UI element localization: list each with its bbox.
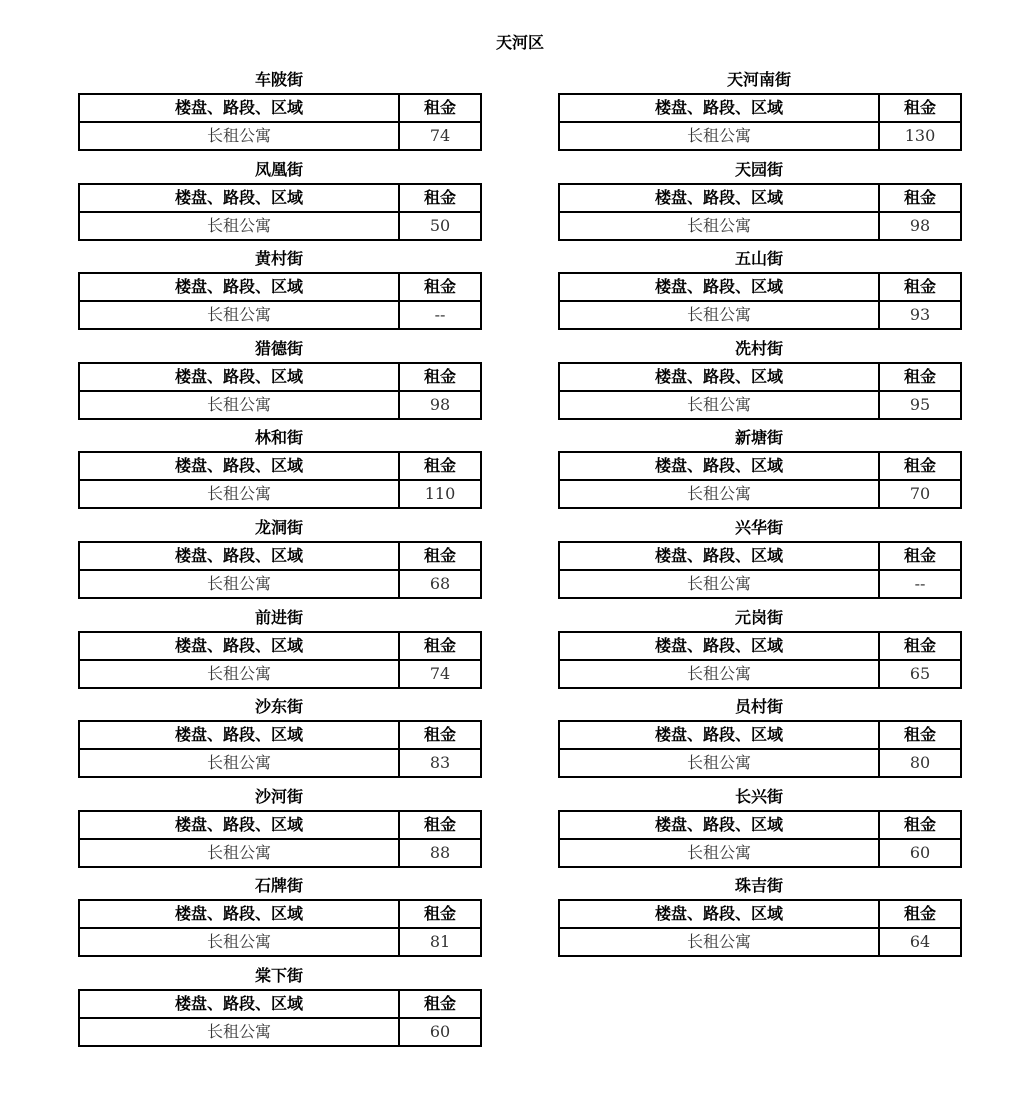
cell-name: 长租公寓 [559,301,879,329]
cell-name: 长租公寓 [559,122,879,150]
street-block [558,515,960,605]
cell-name: 长租公寓 [559,212,879,240]
cell-name: 长租公寓 [79,122,399,150]
table-header-row [559,811,961,839]
rent-table [78,810,482,868]
header-rent: 租金 [879,632,961,660]
rent-table [558,720,962,778]
table-header-row [559,363,961,391]
street-block [558,246,960,336]
table-row [79,1018,481,1046]
header-rent: 租金 [879,900,961,928]
street-title: 前进街 [254,607,303,627]
header-name: 楼盘、路段、区域 [559,721,879,749]
table-header-row [79,273,481,301]
table-header-row [79,94,481,122]
rent-table [78,362,482,420]
cell-name: 长租公寓 [79,839,399,867]
street-block [558,873,960,963]
cell-rent: 80 [879,749,961,777]
cell-rent: 130 [879,122,961,150]
header-name: 楼盘、路段、区域 [79,363,399,391]
street-block [558,605,960,695]
header-rent: 租金 [399,990,481,1018]
header-name: 楼盘、路段、区域 [559,94,879,122]
rent-table [78,899,482,957]
street-block [78,67,480,157]
cell-name: 长租公寓 [559,660,879,688]
header-name: 楼盘、路段、区域 [79,900,399,928]
street-title: 凤凰街 [254,159,303,179]
header-name: 楼盘、路段、区域 [79,721,399,749]
table-row [79,480,481,508]
table-header-row [79,363,481,391]
cell-rent: 95 [879,391,961,419]
street-title: 车陂街 [254,70,303,89]
table-row [79,570,481,598]
table-header-row [79,811,481,839]
rent-table [558,631,962,689]
table-row [79,301,481,329]
street-title: 五山街 [734,249,783,269]
street-block [78,694,480,784]
table-row [559,749,961,777]
header-rent: 租金 [879,721,961,749]
table-row [79,122,481,150]
cell-name: 长租公寓 [559,570,879,598]
street-title: 沙河街 [254,786,303,806]
cell-name: 长租公寓 [79,480,399,508]
street-block [78,873,480,963]
table-row [79,212,481,240]
cell-rent: 74 [399,122,481,150]
cell-name: 长租公寓 [79,749,399,777]
cell-rent: 88 [399,839,481,867]
header-rent: 租金 [879,184,961,212]
cell-name: 长租公寓 [79,570,399,598]
cell-name: 长租公寓 [79,301,399,329]
header-rent: 租金 [399,721,481,749]
cell-name: 长租公寓 [559,749,879,777]
header-name: 楼盘、路段、区域 [559,363,879,391]
street-block [558,784,960,874]
header-name: 楼盘、路段、区域 [79,990,399,1018]
table-row [559,570,961,598]
rent-table [558,541,962,599]
street-title: 石牌街 [254,876,303,896]
rent-table [558,451,962,509]
cell-rent: 74 [399,660,481,688]
street-block [558,336,960,426]
header-rent: 租金 [879,542,961,570]
table-row [79,749,481,777]
street-title: 黄村街 [254,249,303,269]
header-name: 楼盘、路段、区域 [559,452,879,480]
rent-table [558,272,962,330]
street-block [78,425,480,515]
header-name: 楼盘、路段、区域 [79,811,399,839]
table-header-row [79,900,481,928]
left-column [78,67,480,1053]
street-block [78,157,480,247]
table-row [559,212,961,240]
header-name: 楼盘、路段、区域 [559,273,879,301]
cell-rent: 60 [399,1018,481,1046]
table-header-row [559,273,961,301]
header-rent: 租金 [399,811,481,839]
header-rent: 租金 [399,363,481,391]
table-header-row [79,184,481,212]
street-title: 天河南街 [726,70,791,89]
street-block [78,336,480,426]
street-title: 珠吉街 [734,876,783,896]
rent-table [78,541,482,599]
cell-rent: 70 [879,480,961,508]
rent-table [558,93,962,151]
street-block [558,157,960,247]
header-rent: 租金 [399,900,481,928]
cell-rent: 60 [879,839,961,867]
street-block [78,784,480,874]
street-title: 龙洞街 [254,517,303,537]
table-row [559,839,961,867]
cell-rent: 50 [399,212,481,240]
header-name: 楼盘、路段、区域 [79,542,399,570]
rent-table [78,720,482,778]
header-name: 楼盘、路段、区域 [79,632,399,660]
cell-rent: 64 [879,928,961,956]
table-header-row [79,632,481,660]
table-row [559,391,961,419]
cell-name: 长租公寓 [559,480,879,508]
rent-table [78,631,482,689]
table-header-row [79,990,481,1018]
cell-name: 长租公寓 [559,928,879,956]
header-name: 楼盘、路段、区域 [559,184,879,212]
street-block [78,963,480,1053]
street-title: 冼村街 [734,338,783,358]
table-header-row [559,542,961,570]
page-title: 天河区 [495,33,544,52]
street-title: 沙东街 [254,697,303,717]
header-name: 楼盘、路段、区域 [559,811,879,839]
cell-rent: 93 [879,301,961,329]
street-title: 猎德街 [254,338,303,358]
table-row [559,301,961,329]
cell-name: 长租公寓 [79,212,399,240]
street-title: 兴华街 [734,517,783,537]
cell-rent: 65 [879,660,961,688]
table-row [79,391,481,419]
cell-rent: 98 [399,391,481,419]
header-name: 楼盘、路段、区域 [79,273,399,301]
street-title: 棠下街 [254,965,303,985]
header-name: 楼盘、路段、区域 [79,184,399,212]
rent-table [558,362,962,420]
rent-table [78,451,482,509]
cell-name: 长租公寓 [559,839,879,867]
street-block [558,425,960,515]
header-name: 楼盘、路段、区域 [79,452,399,480]
header-name: 楼盘、路段、区域 [559,900,879,928]
street-title: 员村街 [734,697,783,717]
cell-rent: 68 [399,570,481,598]
street-block [78,246,480,336]
street-block [78,605,480,695]
rent-table [78,272,482,330]
cell-name: 长租公寓 [79,660,399,688]
table-row [79,839,481,867]
header-rent: 租金 [879,452,961,480]
header-rent: 租金 [399,632,481,660]
table-header-row [559,632,961,660]
table-row [559,660,961,688]
table-header-row [559,184,961,212]
street-title: 元岗街 [734,607,783,627]
rent-table [558,810,962,868]
header-rent: 租金 [399,184,481,212]
header-rent: 租金 [879,94,961,122]
right-column [558,67,960,963]
table-row [79,660,481,688]
header-rent: 租金 [399,94,481,122]
table-header-row [79,542,481,570]
table-row [559,122,961,150]
cell-rent: -- [399,301,481,329]
header-rent: 租金 [879,363,961,391]
table-header-row [79,721,481,749]
table-header-row [559,721,961,749]
rent-table [558,899,962,957]
street-block [558,694,960,784]
street-block [78,515,480,605]
header-rent: 租金 [399,542,481,570]
header-name: 楼盘、路段、区域 [559,542,879,570]
cell-rent: 110 [399,480,481,508]
table-header-row [79,452,481,480]
table-row [559,928,961,956]
rent-table [78,183,482,241]
cell-rent: 81 [399,928,481,956]
cell-name: 长租公寓 [559,391,879,419]
table-row [559,480,961,508]
table-header-row [559,94,961,122]
cell-rent: -- [879,570,961,598]
header-rent: 租金 [879,273,961,301]
table-header-row [559,452,961,480]
cell-name: 长租公寓 [79,928,399,956]
table-header-row [559,900,961,928]
header-rent: 租金 [399,452,481,480]
cell-name: 长租公寓 [79,1018,399,1046]
header-rent: 租金 [879,811,961,839]
rent-table [78,93,482,151]
cell-rent: 98 [879,212,961,240]
cell-name: 长租公寓 [79,391,399,419]
street-title: 长兴街 [734,786,783,806]
rent-table [558,183,962,241]
rent-table [78,989,482,1047]
street-title: 林和街 [254,428,303,448]
header-name: 楼盘、路段、区域 [79,94,399,122]
header-name: 楼盘、路段、区域 [559,632,879,660]
street-title: 新塘街 [734,428,783,448]
street-block [558,67,960,157]
street-title: 天园街 [734,159,783,179]
table-row [79,928,481,956]
cell-rent: 83 [399,749,481,777]
header-rent: 租金 [399,273,481,301]
